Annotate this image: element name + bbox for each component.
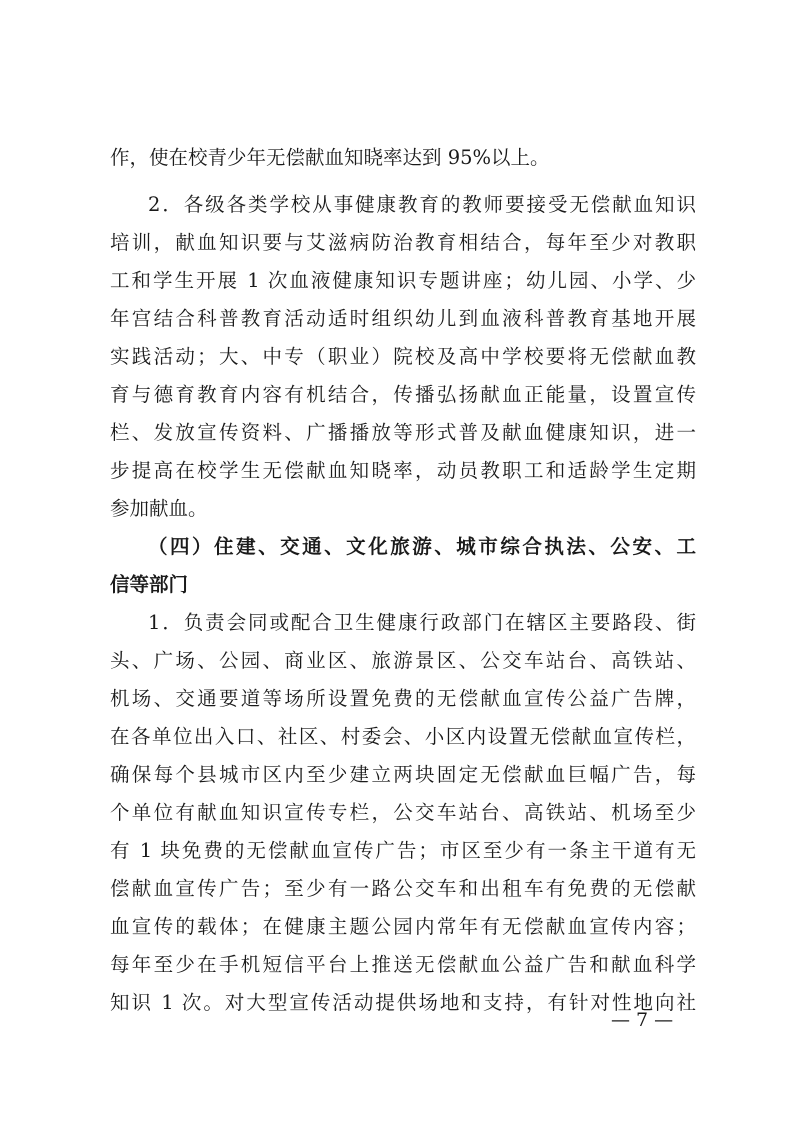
paragraph-line: 栏、发放宣传资料、广播播放等形式普及献血健康知识，进一: [110, 421, 696, 444]
page-number: — 7 —: [611, 1009, 674, 1031]
paragraph-line: 每年至少在手机短信平台上推送无偿献血公益广告和献血科学: [110, 953, 696, 976]
paragraph-line: 血宣传的载体；在健康主题公园内常年有无偿献血宣传内容；: [110, 915, 696, 938]
paragraph-line: 在各单位出入口、社区、村委会、小区内设置无偿献血宣传栏，: [110, 725, 696, 748]
paragraph-line: 工和学生开展 1 次血液健康知识专题讲座；幼儿园、小学、少: [110, 269, 696, 292]
paragraph-line: 步提高在校学生无偿献血知晓率，动员教职工和适龄学生定期: [110, 459, 696, 482]
paragraph-line: 知识 1 次。对大型宣传活动提供场地和支持，有针对性地向社: [110, 991, 696, 1014]
paragraph-line: 1．负责会同或配合卫生健康行政部门在辖区主要路段、街: [148, 611, 696, 634]
paragraph-line: 作，使在校青少年无偿献血知晓率达到 95%以上。: [110, 146, 550, 169]
paragraph-line: 年宫结合科普教育活动适时组织幼儿到血液科普教育基地开展: [110, 307, 696, 330]
paragraph-line: 机场、交通要道等场所设置免费的无偿献血宣传公益广告牌，: [110, 687, 696, 710]
paragraph-line: 确保每个县城市区内至少建立两块固定无偿献血巨幅广告，每: [110, 763, 696, 786]
paragraph-line: 实践活动；大、中专（职业）院校及高中学校要将无偿献血教: [110, 345, 696, 368]
paragraph-line: 有 1 块免费的无偿献血宣传广告；市区至少有一条主干道有无: [110, 839, 696, 862]
section-heading-line: （四）住建、交通、文化旅游、城市综合执法、公安、工: [148, 535, 696, 558]
section-heading-line: 信等部门: [110, 573, 189, 596]
paragraph-line: 偿献血宣传广告；至少有一路公交车和出租车有免费的无偿献: [110, 877, 696, 900]
paragraph-line: 头、广场、公园、商业区、旅游景区、公交车站台、高铁站、: [110, 649, 696, 672]
paragraph-line: 培训，献血知识要与艾滋病防治教育相结合，每年至少对教职: [110, 231, 696, 254]
paragraph-line: 参加献血。: [110, 497, 208, 520]
paragraph-line: 2．各级各类学校从事健康教育的教师要接受无偿献血知识: [148, 193, 696, 216]
paragraph-line: 育与德育教育内容有机结合，传播弘扬献血正能量，设置宣传: [110, 383, 696, 406]
paragraph-line: 个单位有献血知识宣传专栏，公交车站台、高铁站、机场至少: [110, 801, 696, 824]
